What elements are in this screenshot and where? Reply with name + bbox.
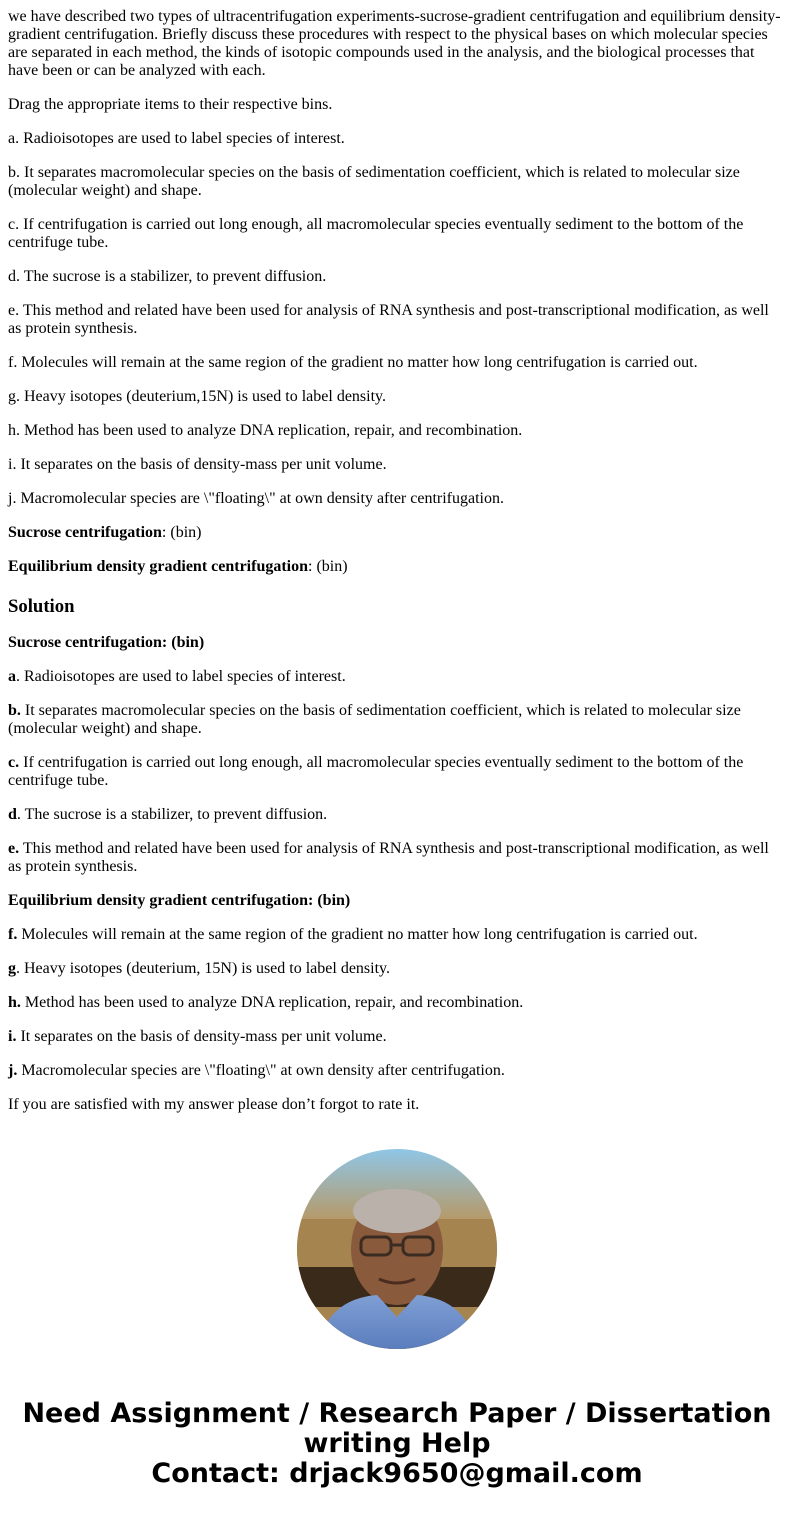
solution-entry-text: . Heavy isotopes (deuterium, 15N) is used to label density. xyxy=(16,960,390,977)
solution-entry-letter: j. xyxy=(8,1062,18,1079)
bin-equilibrium xyxy=(8,558,786,576)
author-photo-container xyxy=(8,1149,786,1349)
solution-heading: Solution xyxy=(8,596,75,617)
question-item-e: e. This method and related have been used for analysis of RNA synthesis and post-transcriptional modification, as well as protein synthesis. xyxy=(8,302,769,337)
author-photo xyxy=(297,1149,497,1349)
question-item-f: f. Molecules will remain at the same region of the gradient no matter how long centrifugation is carried out. xyxy=(8,354,698,371)
footer-line-2: writing Help xyxy=(303,1428,491,1459)
solution-entry-letter: i. xyxy=(8,1028,17,1045)
solution-entry-text: This method and related have been used for analysis of RNA synthesis and post-transcriptional modification, as well as protein synthesis. xyxy=(8,840,769,875)
bin-equilibrium-name: Equilibrium density gradient centrifugation xyxy=(8,558,309,575)
solution-entry-g xyxy=(8,960,786,978)
question-item-j: j. Macromolecular species are \"floating\" at own density after centrifugation. xyxy=(8,490,504,507)
bin-sucrose-suffix: : (bin) xyxy=(161,524,202,541)
solution-entry-text: . Radioisotopes are used to label species of interest. xyxy=(16,668,346,685)
solution-group-title-sucrose-text: Sucrose centrifugation: (bin) xyxy=(8,634,205,651)
bin-sucrose-name: Sucrose centrifugation xyxy=(8,524,162,541)
solution-entry-text: Method has been used to analyze DNA replication, repair, and recombination. xyxy=(20,994,524,1011)
question-item-a: a. Radioisotopes are used to label species of interest. xyxy=(8,130,345,147)
question-item-c: c. If centrifugation is carried out long enough, all macromolecular species eventually sediment to the bottom of the centrifuge tube. xyxy=(8,216,744,251)
solution-entry-letter: h. xyxy=(8,994,21,1011)
question-item-h: h. Method has been used to analyze DNA replication, repair, and recombination. xyxy=(8,422,523,439)
solution-entry-letter: c. xyxy=(8,754,20,771)
solution-entry-text: It separates macromolecular species on the basis of sedimentation coefficient, which is related to molecular size (molecular weight) and shape. xyxy=(8,702,741,737)
solution-entry-d xyxy=(8,806,786,824)
solution-entry-a xyxy=(8,668,786,686)
solution-entry-j xyxy=(8,1062,786,1080)
footer-line-1: Need Assignment / Research Paper / Dissertation xyxy=(22,1398,772,1429)
bin-sucrose xyxy=(8,524,786,542)
solution-entry-letter: d xyxy=(8,806,17,823)
solution-entry-text: Macromolecular species are \"floating\" at own density after centrifugation. xyxy=(17,1062,505,1079)
question-item-g: g. Heavy isotopes (deuterium,15N) is used to label density. xyxy=(8,388,386,405)
bin-equilibrium-suffix: : (bin) xyxy=(308,558,348,575)
question-item-i: i. It separates on the basis of density-mass per unit volume. xyxy=(8,456,387,473)
author-portrait-image xyxy=(297,1149,497,1349)
solution-entry-c xyxy=(8,754,786,790)
solution-group-title-sucrose xyxy=(8,634,786,652)
question-item-d: d. The sucrose is a stabilizer, to prevent diffusion. xyxy=(8,268,327,285)
solution-entry-f xyxy=(8,926,786,944)
solution-entry-i xyxy=(8,1028,786,1046)
solution-entry-text: . The sucrose is a stabilizer, to prevent diffusion. xyxy=(16,806,328,823)
question-instruction: Drag the appropriate items to their respective bins. xyxy=(8,96,333,113)
question-item-b: b. It separates macromolecular species on the basis of sedimentation coefficient, which is related to molecular size (molecular weight) and shape. xyxy=(8,164,740,199)
solution-entry-letter: a xyxy=(8,668,16,685)
question-intro: we have described two types of ultracentrifugation experiments-sucrose-gradient centrifugation and equilibrium density-gradient centrifugation. Briefly discuss these procedures with respect to the physical bases on which molecular species are separated in each method, the kinds of isotopic compounds used in the analysis, and the biological processes that have been or can be analyzed with each. xyxy=(8,8,781,79)
solution-group-title-equilibrium xyxy=(8,892,786,910)
solution-entry-text: It separates on the basis of density-mass per unit volume. xyxy=(16,1028,387,1045)
solution-entry-letter: e. xyxy=(8,840,20,857)
solution-group-title-equilibrium-text: Equilibrium density gradient centrifugation: (bin) xyxy=(8,892,351,909)
solution-entry-text: Molecules will remain at the same region of the gradient no matter how long centrifugation is carried out. xyxy=(17,926,698,943)
solution-entry-b xyxy=(8,702,786,738)
solution-entry-letter: f. xyxy=(8,926,18,943)
solution-closing: If you are satisfied with my answer please don’t forgot to rate it. xyxy=(8,1096,420,1113)
solution-entry-e xyxy=(8,840,786,876)
solution-entry-text: If centrifugation is carried out long enough, all macromolecular species eventually sediment to the bottom of the centrifuge tube. xyxy=(8,754,744,789)
solution-entry-letter: b. xyxy=(8,702,21,719)
solution-entry-h xyxy=(8,994,786,1012)
solution-entry-letter: g xyxy=(8,960,16,977)
footer-contact xyxy=(8,1399,786,1489)
footer-contact-email: Contact: drjack9650@gmail.com xyxy=(151,1458,643,1489)
